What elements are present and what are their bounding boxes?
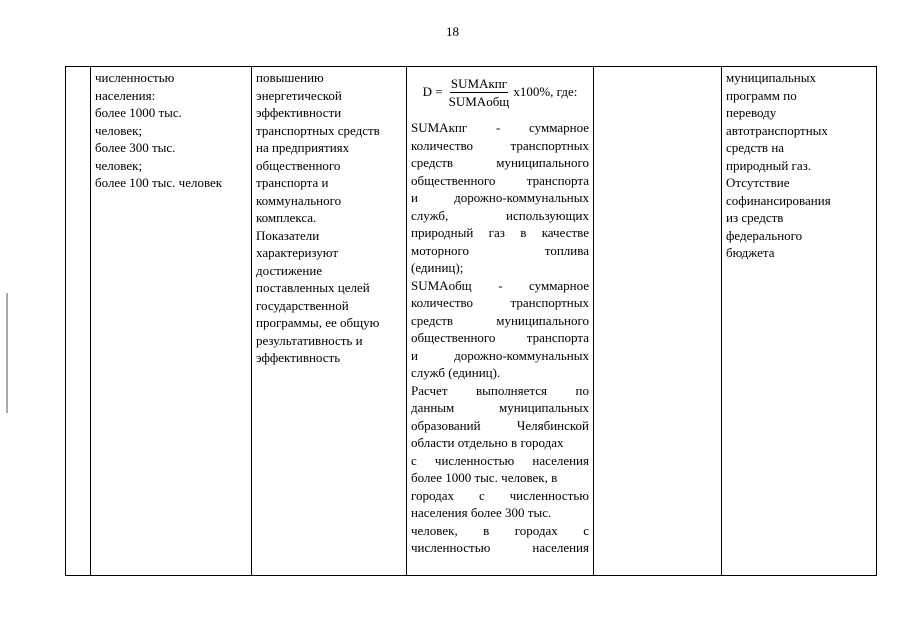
- word: городах: [514, 522, 558, 538]
- indicator-description-line: результативность и: [256, 332, 363, 348]
- calculation-method-line: [411, 294, 589, 312]
- indicator-description-line: Показатели: [256, 227, 320, 243]
- calculation-method-line: [411, 364, 589, 382]
- notes-line: Отсутствие: [726, 175, 790, 190]
- word: транспорта: [526, 330, 589, 345]
- word: населения: [532, 452, 589, 468]
- notes-line: природный газ.: [726, 157, 812, 173]
- notes-line: средств на: [726, 140, 785, 155]
- population-criteria-line: более 300 тыс.: [95, 140, 176, 155]
- indicator-description-line: повышению: [256, 70, 324, 85]
- notes-line: федерального: [726, 227, 803, 243]
- word: дорожно-коммунальных: [454, 347, 589, 363]
- word: общественного: [411, 330, 496, 345]
- word: выполняется: [476, 382, 547, 398]
- calculation-method-line: [411, 137, 589, 155]
- word: газ: [488, 225, 505, 240]
- formula-denominator: SUMAобщ: [448, 93, 510, 109]
- calculation-method-line: [411, 452, 589, 470]
- word: городах: [411, 487, 455, 503]
- word: численностью: [411, 540, 491, 555]
- calculation-method-line: [411, 259, 589, 277]
- calculation-method-line: [411, 417, 589, 435]
- word: Челябинской: [516, 417, 589, 433]
- calculation-method-line: [411, 329, 589, 347]
- calculation-method-line: [411, 119, 589, 137]
- word: муниципального: [496, 155, 589, 170]
- calculation-method-line: [411, 382, 589, 400]
- population-criteria-line: более 1000 тыс.: [95, 105, 182, 120]
- calculation-method-line: [411, 242, 589, 260]
- calculation-method-line: [411, 399, 589, 417]
- word: -: [495, 120, 501, 135]
- calculation-method-line: [411, 487, 589, 505]
- notes-line: бюджета: [726, 245, 775, 260]
- cell-indicator-description: [252, 67, 407, 576]
- word: количество: [411, 137, 474, 153]
- indicator-description-line: достижение: [256, 262, 323, 278]
- word: использующих: [506, 207, 589, 223]
- word: с: [583, 522, 589, 538]
- word: служб,: [411, 207, 449, 223]
- indicator-description-line: транспортных средств: [256, 122, 380, 138]
- table-row: [66, 67, 877, 576]
- word: численностью: [509, 487, 589, 503]
- word: дорожно-коммунальных: [454, 190, 589, 205]
- indicator-description-line: комплекса.: [256, 210, 317, 225]
- notes-line: автотранспортных: [726, 122, 828, 138]
- formula-fraction: [449, 76, 510, 109]
- formula-lhs: D =: [422, 84, 443, 100]
- word: муниципальных: [498, 400, 589, 415]
- word: и: [411, 347, 418, 363]
- indicator-description-line: поставленных целей: [256, 280, 370, 295]
- word: качестве: [541, 225, 589, 240]
- notes-line: из средств: [726, 210, 784, 225]
- word: населения: [532, 540, 589, 555]
- page-number: 18: [446, 24, 459, 39]
- word: в: [520, 225, 527, 240]
- word: средств: [411, 312, 454, 328]
- indicator-description-line: транспорта и: [256, 175, 329, 190]
- word: SUMAобщ: [411, 277, 472, 293]
- calculation-method-line: [411, 277, 589, 295]
- formula: [411, 69, 589, 115]
- calculation-method-line: [411, 224, 589, 242]
- word: по: [575, 382, 589, 398]
- indicator-description-line: программы, ее общую: [256, 315, 380, 330]
- word: -: [498, 277, 503, 293]
- indicator-description-text: [256, 69, 402, 367]
- cell-population-criteria: [91, 67, 252, 576]
- word: количество: [411, 295, 474, 310]
- word: общественного: [411, 172, 496, 188]
- indicator-description-line: эффективность: [256, 350, 341, 365]
- word: суммарное: [529, 120, 589, 135]
- word: данным: [411, 400, 455, 415]
- calculation-method-line: [411, 154, 589, 172]
- word: с: [478, 487, 485, 503]
- cell-notes: [722, 67, 877, 576]
- calculation-method-line: [411, 469, 589, 487]
- word: (единиц);: [411, 260, 464, 275]
- population-criteria-line: населения:: [95, 87, 156, 103]
- scan-artifact-line: [6, 293, 8, 413]
- population-criteria-line: человек;: [95, 157, 143, 173]
- calculation-method-line: [411, 347, 589, 365]
- indicator-description-line: государственной: [256, 297, 349, 313]
- indicator-description-line: эффективности: [256, 105, 342, 120]
- notes-line: переводу: [726, 105, 777, 120]
- indicator-table: [65, 66, 877, 576]
- cell-number: [66, 67, 91, 576]
- word: природный: [411, 225, 474, 240]
- indicator-description-line: общественного: [256, 157, 341, 173]
- calculation-method-text: [411, 119, 589, 557]
- notes-text: [726, 69, 872, 262]
- word: моторного: [411, 242, 470, 258]
- calculation-method-line: [411, 172, 589, 190]
- population-criteria-line: численностью: [95, 70, 175, 85]
- word: Расчет: [411, 382, 448, 398]
- notes-line: муниципальных: [726, 70, 817, 85]
- indicator-description-line: энергетической: [256, 87, 342, 103]
- cell-empty: [594, 67, 722, 576]
- word: транспортных: [510, 295, 589, 310]
- indicator-description-line: коммунального: [256, 192, 342, 208]
- formula-rhs: x100%, где:: [513, 84, 578, 100]
- calculation-method-line: [411, 312, 589, 330]
- population-criteria-line: человек;: [95, 122, 143, 138]
- word: транспортных: [510, 137, 589, 153]
- word: области отдельно в городах: [411, 435, 564, 450]
- calculation-method-line: [411, 207, 589, 225]
- population-criteria-line: более 100 тыс. человек: [95, 175, 223, 190]
- calculation-method-line: [411, 504, 589, 522]
- word: человек,: [411, 522, 458, 538]
- calculation-method-line: [411, 434, 589, 452]
- indicator-description-line: характеризуют: [256, 245, 339, 260]
- calculation-method-line: [411, 522, 589, 540]
- word: образований: [411, 417, 481, 433]
- word: и: [411, 190, 418, 205]
- notes-line: софинансирования: [726, 192, 831, 208]
- population-criteria-text: [95, 69, 247, 192]
- word: численностью: [434, 452, 515, 468]
- indicator-description-line: на предприятиях: [256, 140, 350, 155]
- word: более 1000 тыс. человек, в: [411, 470, 558, 485]
- word: топлива: [544, 242, 589, 258]
- word: суммарное: [529, 277, 589, 293]
- cell-calculation-method: [407, 67, 594, 576]
- word: с: [411, 452, 417, 468]
- word: SUMAкпг: [411, 120, 468, 135]
- calculation-method-line: [411, 539, 589, 557]
- calculation-method-line: [411, 189, 589, 207]
- word: муниципального: [496, 312, 589, 328]
- word: транспорта: [526, 172, 589, 188]
- word: служб (единиц).: [411, 365, 501, 380]
- formula-numerator: SUMAкпг: [450, 75, 508, 91]
- word: средств: [411, 155, 454, 170]
- word: населения более 300 тыс.: [411, 505, 552, 520]
- word: в: [483, 522, 490, 538]
- notes-line: программ по: [726, 87, 797, 103]
